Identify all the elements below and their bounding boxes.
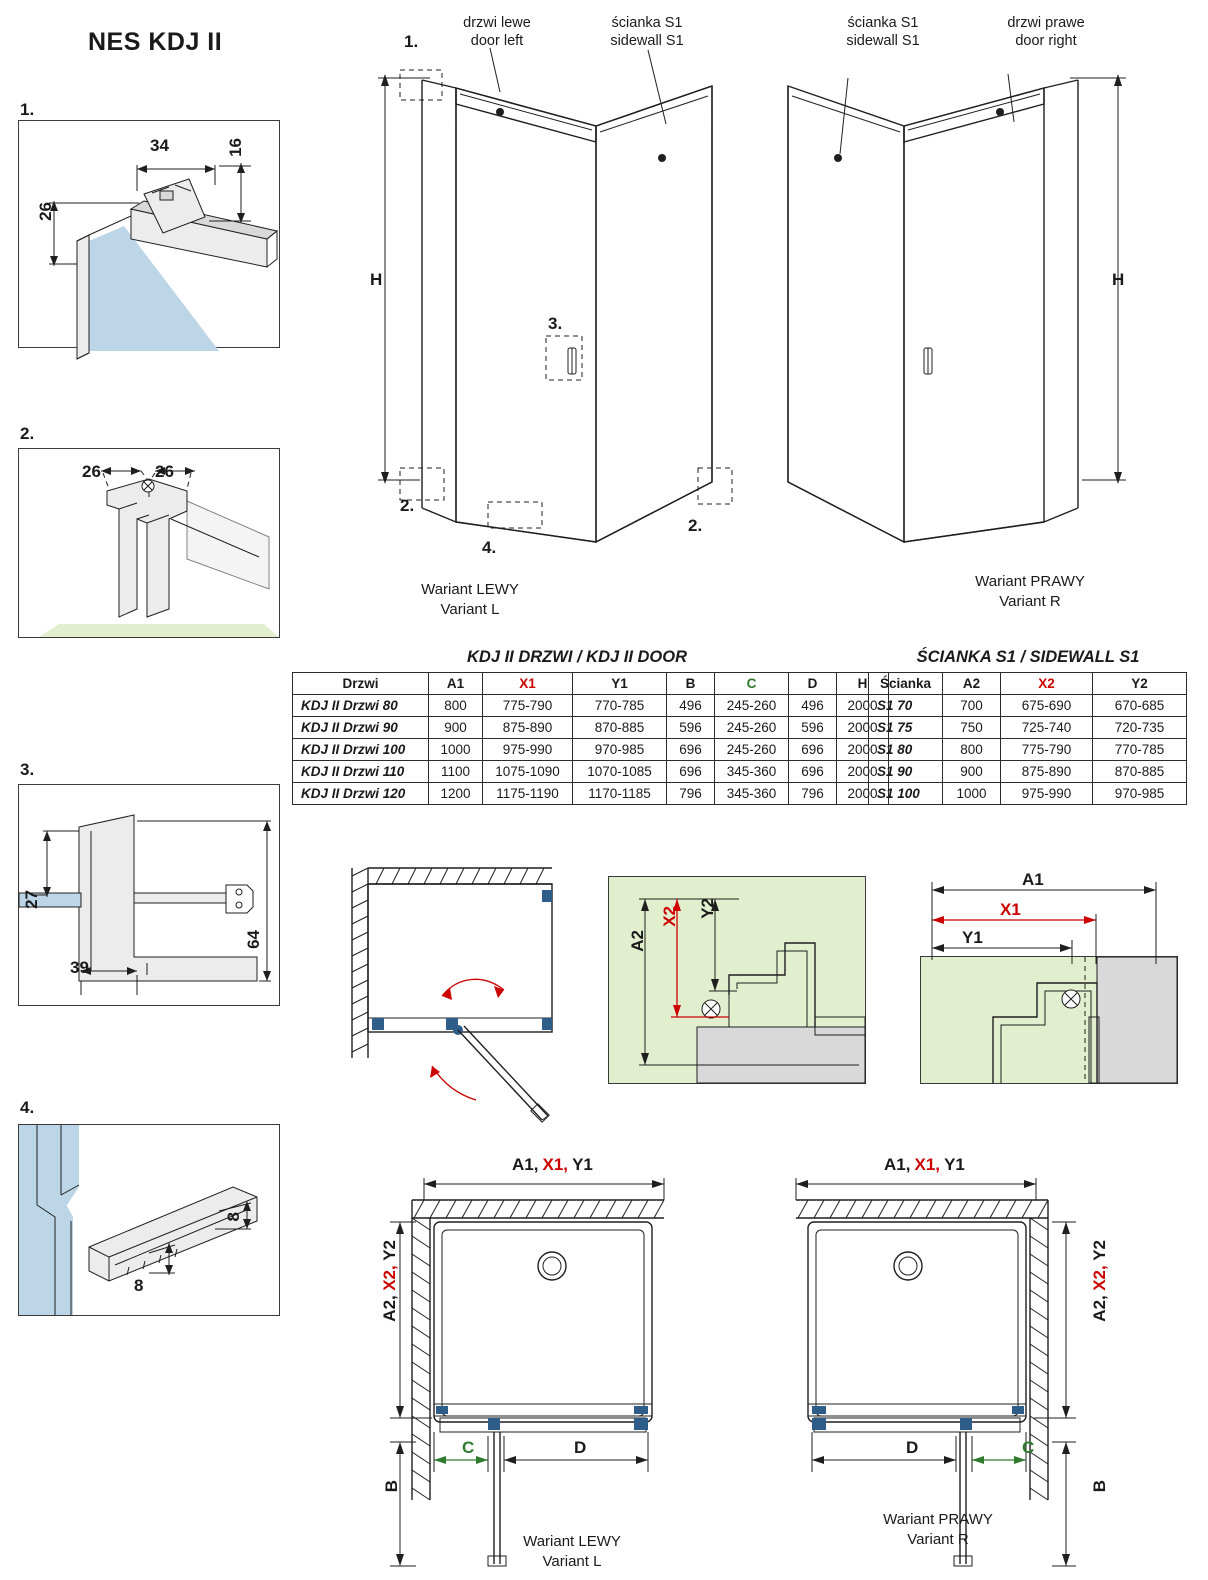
- door-cell: 975-990: [483, 739, 573, 761]
- door-cell: 2000: [837, 739, 889, 761]
- table-row: [869, 695, 1187, 717]
- plan-swing-diagram: [346, 868, 596, 1138]
- door-cell: 796: [789, 783, 837, 805]
- door-cell: 2000: [837, 695, 889, 717]
- sw-cell: S1 75: [869, 717, 943, 739]
- table-row: [869, 717, 1187, 739]
- callout-sidewall-s1-right: ścianka S1 sidewall S1: [846, 15, 920, 50]
- door-cell: 1070-1085: [573, 761, 667, 783]
- door-cell: 1100: [429, 761, 483, 783]
- label-y1-right: Y1: [962, 928, 983, 947]
- door-cell: KDJ II Drzwi 110: [293, 761, 429, 783]
- label-b-right: B: [1090, 1480, 1109, 1493]
- detail-3-dim-27: 27: [22, 890, 41, 909]
- table-row: [293, 717, 889, 739]
- door-cell: 1075-1090: [483, 761, 573, 783]
- label-d-right: D: [906, 1438, 919, 1457]
- sw-cell: 975-990: [1001, 783, 1093, 805]
- detail-3-dim-39: 39: [70, 958, 89, 977]
- door-cell: 245-260: [715, 695, 789, 717]
- door-cell: 1170-1185: [573, 783, 667, 805]
- section-detail-center: [608, 876, 866, 1084]
- label-x2: X2,: [380, 1265, 399, 1291]
- sw-cell: 670-685: [1093, 695, 1187, 717]
- bottom-right-variant-caption: Wariant PRAWY Variant R: [883, 1511, 993, 1548]
- door-cell: KDJ II Drzwi 120: [293, 783, 429, 805]
- label-x2-center: X2: [660, 906, 679, 927]
- label-a1: A1,: [884, 1155, 911, 1174]
- label-y1: Y1: [944, 1155, 965, 1174]
- detail-1-dim-26: 26: [36, 202, 55, 221]
- bottom-left-side-dim-labels: [380, 1240, 400, 1322]
- variant-left-caption: Wariant LEWY Variant L: [421, 581, 519, 618]
- detail-2-dim-26-right: 26: [155, 462, 174, 481]
- detail-3-panel: [18, 784, 280, 1006]
- door-cell: 770-785: [573, 695, 667, 717]
- height-label-right: H: [1112, 270, 1125, 289]
- sw-cell: 750: [943, 717, 1001, 739]
- door-col-b: B: [667, 673, 715, 695]
- label-a2: A2,: [380, 1295, 399, 1322]
- variant-right-caption: Wariant PRAWY Variant R: [975, 573, 1085, 610]
- bottom-right-side-dim-labels: [1090, 1240, 1110, 1322]
- table-row: [869, 761, 1187, 783]
- door-cell: 345-360: [715, 761, 789, 783]
- sw-cell: 700: [943, 695, 1001, 717]
- door-cell: 696: [789, 739, 837, 761]
- bottom-left-variant-caption: Wariant LEWY Variant L: [523, 1533, 621, 1570]
- door-table: [292, 672, 889, 805]
- door-cell: 2000: [837, 717, 889, 739]
- sw-cell: 900: [943, 761, 1001, 783]
- detail-4-dim-8-a: 8: [224, 1212, 243, 1222]
- door-cell: 596: [667, 717, 715, 739]
- door-table-header-row: [293, 673, 889, 695]
- right-detail-dimensions: [920, 868, 1178, 964]
- detail-2-dim-26-left: 26: [82, 462, 101, 481]
- detail-2-panel: [18, 448, 280, 638]
- sw-cell: 870-885: [1093, 761, 1187, 783]
- bottom-plan-left: [376, 1160, 676, 1580]
- door-cell: 345-360: [715, 783, 789, 805]
- door-table-caption: KDJ II DRZWI / KDJ II DOOR: [466, 648, 687, 666]
- door-cell: KDJ II Drzwi 100: [293, 739, 429, 761]
- detail-1-number: 1.: [20, 100, 35, 119]
- sw-cell: 970-985: [1093, 783, 1187, 805]
- sw-col-a2: A2: [943, 673, 1001, 695]
- table-row: [293, 695, 889, 717]
- drawing-variant-left: [360, 30, 760, 570]
- door-col-h: H: [837, 673, 889, 695]
- door-cell: 970-985: [573, 739, 667, 761]
- label-x1: X1,: [542, 1155, 569, 1174]
- sw-cell: 725-740: [1001, 717, 1093, 739]
- sw-cell: 875-890: [1001, 761, 1093, 783]
- sw-cell: 1000: [943, 783, 1001, 805]
- label-y1: Y1: [572, 1155, 593, 1174]
- door-col-c: C: [715, 673, 789, 695]
- door-cell: 875-890: [483, 717, 573, 739]
- section-detail-right: [920, 956, 1178, 1084]
- door-cell: 496: [789, 695, 837, 717]
- label-x2: X2,: [1090, 1265, 1109, 1291]
- sidewall-table-caption: ŚCIANKA S1 / SIDEWALL S1: [916, 648, 1140, 666]
- door-cell: 245-260: [715, 717, 789, 739]
- door-cell: 1000: [429, 739, 483, 761]
- label-a2-center: A2: [628, 930, 647, 952]
- door-cell: 796: [667, 783, 715, 805]
- label-d-left: D: [574, 1438, 587, 1457]
- marker-1-left: 1.: [404, 32, 419, 51]
- door-cell: 696: [667, 761, 715, 783]
- label-y2: Y2: [380, 1240, 399, 1261]
- door-cell: 1200: [429, 783, 483, 805]
- detail-4-dim-8-b: 8: [134, 1276, 144, 1295]
- detail-2-drawing: [19, 449, 279, 637]
- door-cell: 870-885: [573, 717, 667, 739]
- marker-4-left: 4.: [482, 538, 497, 557]
- section-detail-center-drawing: [609, 877, 865, 1083]
- sw-cell: S1 90: [869, 761, 943, 783]
- door-col-x1: X1: [483, 673, 573, 695]
- door-col-drzwi: Drzwi: [293, 673, 429, 695]
- sw-cell: 770-785: [1093, 739, 1187, 761]
- marker-2b-left: 2.: [688, 516, 703, 535]
- door-cell: KDJ II Drzwi 80: [293, 695, 429, 717]
- callout-door-left: drzwi lewe door left: [463, 15, 531, 50]
- bottom-left-top-dim-labels: [512, 1154, 593, 1175]
- sw-cell: 800: [943, 739, 1001, 761]
- door-cell: KDJ II Drzwi 90: [293, 717, 429, 739]
- detail-4-number: 4.: [20, 1098, 35, 1117]
- label-c-right: C: [1022, 1438, 1035, 1457]
- sw-cell: S1 100: [869, 783, 943, 805]
- sw-col-scianka: Ścianka: [869, 673, 943, 695]
- sw-cell: 720-735: [1093, 717, 1187, 739]
- door-col-y1: Y1: [573, 673, 667, 695]
- section-detail-right-drawing: [921, 957, 1177, 1083]
- height-label-left: H: [370, 270, 383, 289]
- marker-2a-left: 2.: [400, 496, 415, 515]
- bottom-right-top-dim-labels: [884, 1154, 965, 1175]
- door-cell: 245-260: [715, 739, 789, 761]
- door-cell: 2000: [837, 761, 889, 783]
- door-cell: 496: [667, 695, 715, 717]
- label-a1-right: A1: [1022, 870, 1044, 889]
- door-cell: 800: [429, 695, 483, 717]
- detail-3-number: 3.: [20, 760, 35, 779]
- table-row: [293, 783, 889, 805]
- callout-door-right: drzwi prawe door right: [1007, 15, 1085, 50]
- sw-col-y2: Y2: [1093, 673, 1187, 695]
- door-cell: 1175-1190: [483, 783, 573, 805]
- marker-3-left: 3.: [548, 314, 563, 333]
- detail-2-number: 2.: [20, 424, 35, 443]
- detail-3-dim-64: 64: [244, 930, 263, 949]
- sw-cell: 675-690: [1001, 695, 1093, 717]
- detail-1-dim-34: 34: [150, 136, 169, 155]
- detail-3-drawing: [19, 785, 279, 1005]
- table-row: [293, 739, 889, 761]
- label-x1-right: X1: [1000, 900, 1021, 919]
- door-col-a1: A1: [429, 673, 483, 695]
- door-cell: 900: [429, 717, 483, 739]
- table-row: [293, 761, 889, 783]
- sw-cell: 775-790: [1001, 739, 1093, 761]
- callout-sidewall-s1-left: ścianka S1 sidewall S1: [610, 15, 684, 50]
- label-a1: A1,: [512, 1155, 539, 1174]
- detail-1-dim-16: 16: [226, 138, 245, 157]
- label-b-left: B: [382, 1480, 401, 1493]
- page-title: NES KDJ II: [88, 28, 223, 56]
- label-c-left: C: [462, 1438, 475, 1457]
- table-row: [869, 739, 1187, 761]
- door-col-d: D: [789, 673, 837, 695]
- sw-cell: S1 70: [869, 695, 943, 717]
- label-x1: X1,: [914, 1155, 941, 1174]
- door-cell: 775-790: [483, 695, 573, 717]
- label-y2: Y2: [1090, 1240, 1109, 1261]
- sidewall-table-header-row: [869, 673, 1187, 695]
- label-a2: A2,: [1090, 1295, 1109, 1322]
- table-row: [869, 783, 1187, 805]
- sw-col-x2: X2: [1001, 673, 1093, 695]
- door-cell: 696: [667, 739, 715, 761]
- door-cell: 696: [789, 761, 837, 783]
- label-y2-center: Y2: [698, 898, 717, 919]
- door-cell: 596: [789, 717, 837, 739]
- sw-cell: S1 80: [869, 739, 943, 761]
- door-cell: 2000: [837, 783, 889, 805]
- sidewall-table: [868, 672, 1187, 805]
- drawing-variant-right: [770, 30, 1170, 570]
